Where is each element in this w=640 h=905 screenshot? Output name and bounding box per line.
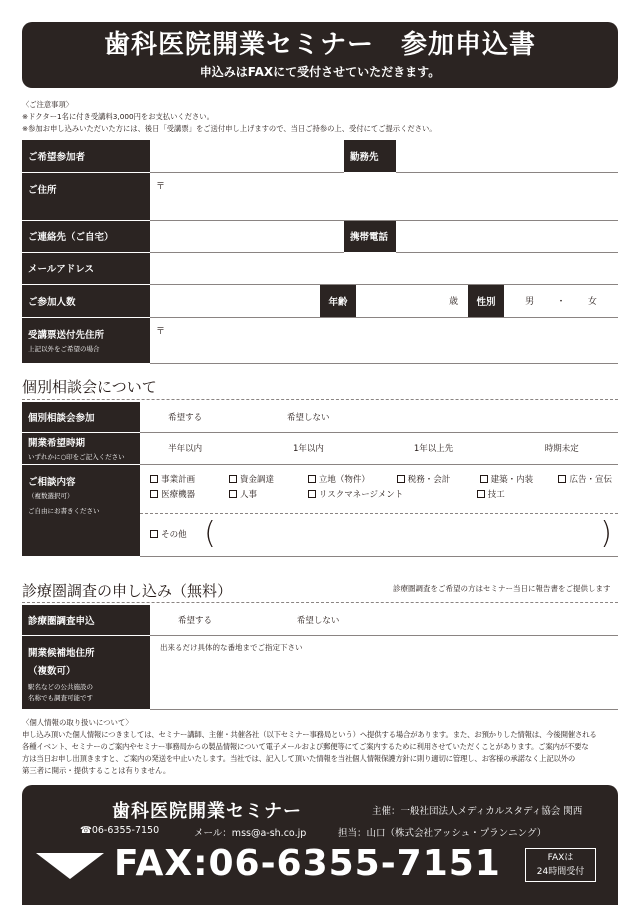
timing-option[interactable]: 時期未定 xyxy=(544,444,579,454)
address-field[interactable] xyxy=(150,172,618,220)
topic-label: 立地（物件） xyxy=(318,474,370,485)
site-note-2: 名称でも調査可能です xyxy=(28,693,93,702)
site-field[interactable] xyxy=(150,635,618,709)
checkbox-icon xyxy=(229,475,237,483)
footer xyxy=(22,785,618,905)
checkbox-icon xyxy=(308,490,316,498)
checkbox-icon xyxy=(397,475,405,483)
gender-label: 性別 xyxy=(468,285,504,317)
age-unit: 歳 xyxy=(448,297,458,307)
site-hint: 出来るだけ具体的な番地までご指定下さい xyxy=(160,642,303,652)
other-checkbox[interactable] xyxy=(150,528,204,540)
footer-email: メール：mss@a-sh.co.jp xyxy=(194,828,307,839)
survey-apply-label: 診療圏調査申込 xyxy=(22,605,150,635)
site-title-multi: （複数可） xyxy=(28,665,76,677)
checkbox-icon xyxy=(150,530,158,538)
mobile-label: 携帯電話 xyxy=(344,220,396,252)
other-row xyxy=(150,514,612,554)
checkbox-icon xyxy=(480,475,488,483)
privacy-line: 第三者に開示・提供することは有りません。 xyxy=(22,766,171,775)
note-line: ※ドクター1名に付き受講料3,000円をお支払いください。 xyxy=(22,112,214,121)
site-note-1: 駅名などの公共施設の xyxy=(28,682,93,691)
topic-label: 建築・内装 xyxy=(490,474,534,485)
content-note-multi: （複数選択可） xyxy=(28,491,74,500)
fax-hours-line-2: 24時間受付 xyxy=(536,867,585,877)
topic-checkbox[interactable] xyxy=(558,473,612,488)
consult-section-title: 個別相談会について xyxy=(22,378,157,396)
footer-title: 歯科医院開業セミナー xyxy=(112,801,302,822)
participant-label: ご希望参加者 xyxy=(22,140,150,172)
notes-heading: 〈ご注意事項〉 xyxy=(22,100,74,109)
content-label xyxy=(22,464,140,556)
workplace-field[interactable] xyxy=(396,140,618,172)
topic-checkbox[interactable] xyxy=(150,473,226,488)
timing-option[interactable]: 1年以上先 xyxy=(413,444,454,454)
topic-checkbox[interactable] xyxy=(308,488,474,503)
topic-checkbox[interactable] xyxy=(397,473,477,488)
timing-note: いずれかに○印をご記入ください xyxy=(28,453,125,461)
checkbox-icon xyxy=(477,490,485,498)
checkbox-icon xyxy=(558,475,566,483)
survey-table xyxy=(22,605,618,710)
gender-female-option[interactable]: 女 xyxy=(587,297,597,307)
count-row xyxy=(150,284,618,317)
home-phone-field[interactable] xyxy=(150,220,344,252)
content-title: ご相談内容 xyxy=(28,476,76,488)
down-arrow-icon xyxy=(36,853,104,879)
topic-checkbox[interactable] xyxy=(477,488,505,503)
email-field[interactable] xyxy=(150,252,618,284)
email-label: メールアドレス xyxy=(22,252,150,284)
topic-checkbox[interactable] xyxy=(480,473,556,488)
checkbox-icon xyxy=(308,475,316,483)
content-note-free: ご自由にお書きください xyxy=(28,506,100,515)
participant-field[interactable] xyxy=(150,140,344,172)
topic-label: 税務・会計 xyxy=(407,474,451,485)
other-open-paren: ( xyxy=(204,515,216,551)
topic-checkbox[interactable] xyxy=(150,488,226,503)
topic-label: 広告・宣伝 xyxy=(569,474,612,485)
footer-organizer: 主催：一般社団法人メディカルスタディ協会 関西 xyxy=(372,806,583,817)
section-divider xyxy=(22,602,618,603)
timing-title: 開業希望時期 xyxy=(28,438,86,449)
form-subtitle: 申込みはFAXにて受付させていただきます。 xyxy=(199,65,441,79)
timing-option[interactable]: 1年以内 xyxy=(292,444,324,454)
other-label: その他 xyxy=(161,529,187,540)
gender-separator: ・ xyxy=(556,297,566,307)
topic-label: 技工 xyxy=(487,489,505,500)
privacy-heading: 〈個人情報の取り扱いについて〉 xyxy=(22,718,133,727)
fax-hours-box xyxy=(525,848,596,882)
applicant-table xyxy=(22,140,618,364)
gender-male-option[interactable]: 男 xyxy=(525,297,535,307)
note-line: ※参加お申し込みいただいた方には、後日「受講票」をご送付申し上げますので、当日ご持参の上、受付にてご提示ください。 xyxy=(22,124,437,133)
topic-checkbox[interactable] xyxy=(229,473,305,488)
topic-checkbox[interactable] xyxy=(308,473,394,488)
survey-section-title: 診療圏調査の申し込み（無料） xyxy=(22,582,233,600)
home-phone-label: ご連絡先（ご自宅） xyxy=(22,220,150,252)
checkbox-icon xyxy=(229,490,237,498)
ticket-address-title: 受講票送付先住所 xyxy=(28,330,105,341)
timing-options xyxy=(140,432,618,464)
privacy-line: 方は当日お申し出頂きますと、ご案内の発送を中止いたします。当社では、記入して頂いた情報を当社個人情報保護方針に則り適切に管理し、お客様の承諾なく上記以外の xyxy=(22,754,576,763)
checkbox-icon xyxy=(150,490,158,498)
age-field[interactable] xyxy=(356,285,468,317)
count-label: ご参加人数 xyxy=(22,284,150,317)
consult-yes-option[interactable]: 希望する xyxy=(168,412,203,423)
timing-option[interactable]: 半年以内 xyxy=(168,444,203,454)
count-field[interactable] xyxy=(150,285,320,317)
count-row-inner xyxy=(150,285,618,317)
survey-apply-options xyxy=(150,605,618,635)
address-label: ご住所 xyxy=(22,172,150,220)
topic-label: リスクマネージメント xyxy=(318,489,404,500)
privacy-line: 申し込み頂いた個人情報につきましては、セミナー講師、主催・共催各社（以下セミナー事務局という）へ提供する場合があります。また、お預かりした情報は、今後開催される xyxy=(22,730,597,739)
privacy-line: 各種イベント、セミナーのご案内やセミナー事務局からの製品情報について電子メールおよび郵便等にてご案内するために利用させていただくことがあります。ご案内が不要な xyxy=(22,742,589,751)
ticket-address-note: 上記以外をご希望の場合 xyxy=(28,345,100,353)
footer-contact: 担当：山口（株式会社アッシュ・プランニング） xyxy=(338,828,547,839)
section-divider xyxy=(22,399,618,400)
topic-label: 事業計画 xyxy=(161,474,196,485)
footer-phone: ☎06-6355-7150 xyxy=(80,825,160,836)
form-title: 歯科医院開業セミナー 参加申込書 xyxy=(103,30,536,60)
gender-options xyxy=(504,285,618,317)
survey-no-option[interactable]: 希望しない xyxy=(296,615,340,626)
consult-table xyxy=(22,402,618,557)
consult-participation-options xyxy=(140,402,618,432)
topic-label: 資金調達 xyxy=(239,474,274,485)
fax-hours-line-1: FAXは xyxy=(547,853,574,863)
topic-checkbox[interactable] xyxy=(229,488,305,503)
form-header xyxy=(22,22,618,88)
site-label xyxy=(22,635,150,709)
topic-label: 医療機器 xyxy=(161,489,196,500)
consult-participation-label: 個別相談会参加 xyxy=(22,402,140,432)
workplace-label: 勤務先 xyxy=(344,140,396,172)
privacy-notice xyxy=(22,717,622,777)
notes xyxy=(22,99,622,135)
postal-mark: 〒 xyxy=(156,326,166,337)
mobile-field[interactable] xyxy=(396,220,618,252)
other-text-field[interactable] xyxy=(216,519,600,549)
topic-label: 人事 xyxy=(239,489,257,500)
age-label: 年齢 xyxy=(320,285,356,317)
survey-yes-option[interactable]: 希望する xyxy=(178,615,213,626)
other-close-paren: ) xyxy=(600,515,612,551)
survey-note: 診療圏調査をご希望の方はセミナー当日に報告書をご提供します xyxy=(393,584,611,593)
ticket-address-field[interactable] xyxy=(150,317,618,363)
content-options xyxy=(140,464,618,556)
postal-mark: 〒 xyxy=(156,181,166,192)
content-row-2 xyxy=(150,488,612,503)
site-title: 開業候補地住所 xyxy=(28,647,95,659)
ticket-address-label xyxy=(22,317,150,363)
consult-no-option[interactable]: 希望しない xyxy=(286,412,330,423)
content-row-1 xyxy=(150,473,612,488)
timing-label xyxy=(22,432,140,464)
checkbox-icon xyxy=(150,475,158,483)
fax-number: FAX:06-6355-7151 xyxy=(114,843,501,884)
